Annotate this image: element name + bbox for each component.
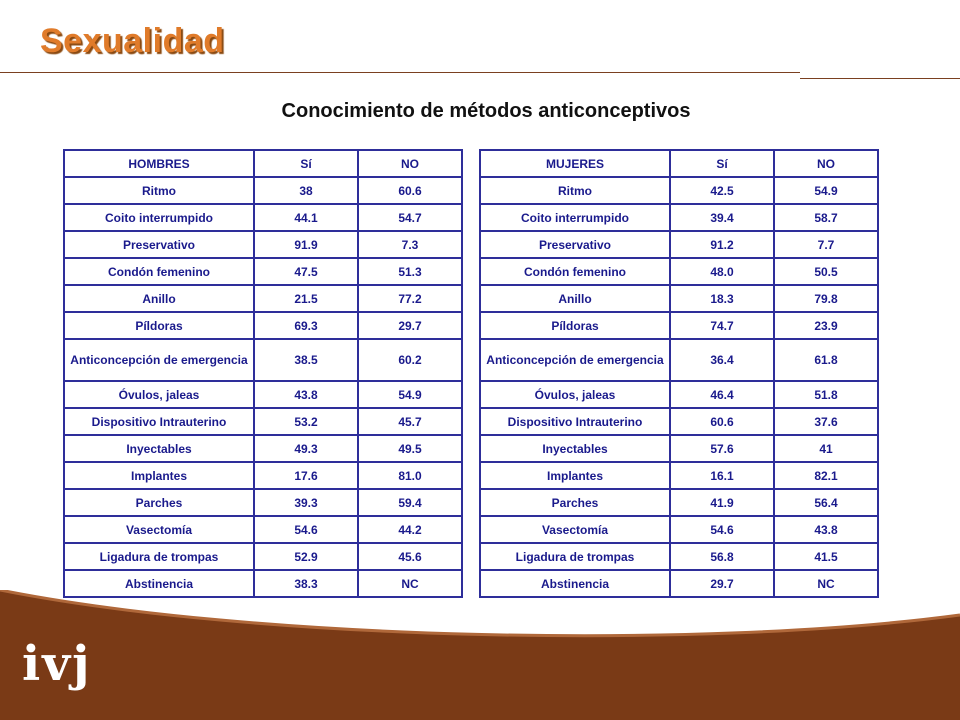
no-value-cell: 56.4 (774, 489, 878, 516)
si-value-cell: 54.6 (670, 516, 774, 543)
si-value-cell: 39.3 (254, 489, 358, 516)
si-value-cell: 39.4 (670, 204, 774, 231)
no-value-cell: 54.9 (358, 381, 462, 408)
method-cell: Coito interrumpido (64, 204, 254, 231)
method-cell: Ligadura de trompas (480, 543, 670, 570)
table-row (64, 462, 462, 489)
no-value-cell: 54.9 (774, 177, 878, 204)
no-value-cell: 41.5 (774, 543, 878, 570)
ivj-logo: ivj (22, 636, 92, 692)
no-value-cell: 49.5 (358, 435, 462, 462)
table-row (64, 381, 462, 408)
method-cell: Ritmo (64, 177, 254, 204)
no-value-cell: NC (774, 570, 878, 597)
table-row (480, 381, 878, 408)
table-row (480, 339, 878, 381)
table-row (64, 258, 462, 285)
method-cell: Implantes (480, 462, 670, 489)
table-row (480, 516, 878, 543)
method-cell: Parches (480, 489, 670, 516)
method-cell: Vasectomía (64, 516, 254, 543)
table-row (480, 435, 878, 462)
bottom-band (0, 590, 960, 720)
si-value-cell: 56.8 (670, 543, 774, 570)
table-row (480, 177, 878, 204)
table-header-row (64, 150, 462, 177)
method-cell: Abstinencia (64, 570, 254, 597)
si-value-cell: 18.3 (670, 285, 774, 312)
method-cell: Anticoncepción de emergencia (64, 339, 254, 381)
si-value-cell: 38 (254, 177, 358, 204)
no-value-cell: 41 (774, 435, 878, 462)
no-value-cell: 54.7 (358, 204, 462, 231)
si-value-cell: 54.6 (254, 516, 358, 543)
si-value-cell: 29.7 (670, 570, 774, 597)
header-divider (0, 72, 800, 73)
no-value-cell: 58.7 (774, 204, 878, 231)
method-cell: Ritmo (480, 177, 670, 204)
table-row (64, 489, 462, 516)
table-row (480, 408, 878, 435)
si-value-cell: 60.6 (670, 408, 774, 435)
method-cell: Óvulos, jaleas (480, 381, 670, 408)
method-cell: Implantes (64, 462, 254, 489)
si-value-cell: 57.6 (670, 435, 774, 462)
no-value-cell: 45.7 (358, 408, 462, 435)
no-value-cell: 81.0 (358, 462, 462, 489)
method-cell: Ligadura de trompas (64, 543, 254, 570)
si-value-cell: 43.8 (254, 381, 358, 408)
si-value-cell: 74.7 (670, 312, 774, 339)
column-header-si: Sí (254, 150, 358, 177)
si-value-cell: 42.5 (670, 177, 774, 204)
table-row (64, 339, 462, 381)
si-value-cell: 47.5 (254, 258, 358, 285)
table-row (480, 462, 878, 489)
si-value-cell: 44.1 (254, 204, 358, 231)
method-cell: Dispositivo Intrauterino (480, 408, 670, 435)
column-header-si: Sí (670, 150, 774, 177)
table-mujeres (479, 149, 879, 598)
no-value-cell: 59.4 (358, 489, 462, 516)
table-row (64, 543, 462, 570)
no-value-cell: 23.9 (774, 312, 878, 339)
table-row (64, 231, 462, 258)
no-value-cell: 82.1 (774, 462, 878, 489)
method-cell: Píldoras (64, 312, 254, 339)
no-value-cell: 29.7 (358, 312, 462, 339)
no-value-cell: 37.6 (774, 408, 878, 435)
method-cell: Inyectables (64, 435, 254, 462)
method-cell: Anillo (480, 285, 670, 312)
table-caption: Conocimiento de métodos anticonceptivos (281, 100, 691, 122)
no-value-cell: 60.2 (358, 339, 462, 381)
si-value-cell: 53.2 (254, 408, 358, 435)
no-value-cell: 7.3 (358, 231, 462, 258)
method-cell: Anticoncepción de emergencia (480, 339, 670, 381)
column-header-no: NO (774, 150, 878, 177)
table-hombres (63, 149, 463, 598)
table-row (480, 543, 878, 570)
method-cell: Inyectables (480, 435, 670, 462)
table-row (480, 231, 878, 258)
no-value-cell: 60.6 (358, 177, 462, 204)
method-cell: Óvulos, jaleas (64, 381, 254, 408)
si-value-cell: 41.9 (670, 489, 774, 516)
band-shape (0, 590, 960, 720)
method-cell: Preservativo (64, 231, 254, 258)
method-cell: Preservativo (480, 231, 670, 258)
si-value-cell: 46.4 (670, 381, 774, 408)
no-value-cell: 61.8 (774, 339, 878, 381)
method-cell: Coito interrumpido (480, 204, 670, 231)
method-cell: Condón femenino (480, 258, 670, 285)
no-value-cell: NC (358, 570, 462, 597)
table-row (64, 408, 462, 435)
table-row (64, 516, 462, 543)
table-row (64, 435, 462, 462)
table-row (64, 285, 462, 312)
slide-title: Sexualidad (40, 22, 225, 60)
si-value-cell: 48.0 (670, 258, 774, 285)
si-value-cell: 52.9 (254, 543, 358, 570)
table-row (480, 258, 878, 285)
method-cell: Parches (64, 489, 254, 516)
table-row (480, 489, 878, 516)
table-header-row (480, 150, 878, 177)
no-value-cell: 50.5 (774, 258, 878, 285)
no-value-cell: 45.6 (358, 543, 462, 570)
si-value-cell: 91.9 (254, 231, 358, 258)
si-value-cell: 49.3 (254, 435, 358, 462)
si-value-cell: 38.3 (254, 570, 358, 597)
header-divider-right (800, 78, 960, 79)
method-cell: Vasectomía (480, 516, 670, 543)
si-value-cell: 36.4 (670, 339, 774, 381)
no-value-cell: 51.8 (774, 381, 878, 408)
method-cell: Píldoras (480, 312, 670, 339)
table-row (480, 285, 878, 312)
method-cell: Condón femenino (64, 258, 254, 285)
si-value-cell: 16.1 (670, 462, 774, 489)
column-header-method: HOMBRES (64, 150, 254, 177)
method-cell: Dispositivo Intrauterino (64, 408, 254, 435)
si-value-cell: 69.3 (254, 312, 358, 339)
method-cell: Abstinencia (480, 570, 670, 597)
column-header-no: NO (358, 150, 462, 177)
table-row (480, 312, 878, 339)
column-header-method: MUJERES (480, 150, 670, 177)
table-row (480, 204, 878, 231)
si-value-cell: 91.2 (670, 231, 774, 258)
no-value-cell: 77.2 (358, 285, 462, 312)
no-value-cell: 79.8 (774, 285, 878, 312)
method-cell: Anillo (64, 285, 254, 312)
no-value-cell: 7.7 (774, 231, 878, 258)
table-row (64, 177, 462, 204)
table-row (64, 312, 462, 339)
si-value-cell: 38.5 (254, 339, 358, 381)
no-value-cell: 51.3 (358, 258, 462, 285)
no-value-cell: 43.8 (774, 516, 878, 543)
si-value-cell: 21.5 (254, 285, 358, 312)
no-value-cell: 44.2 (358, 516, 462, 543)
table-row (64, 204, 462, 231)
si-value-cell: 17.6 (254, 462, 358, 489)
